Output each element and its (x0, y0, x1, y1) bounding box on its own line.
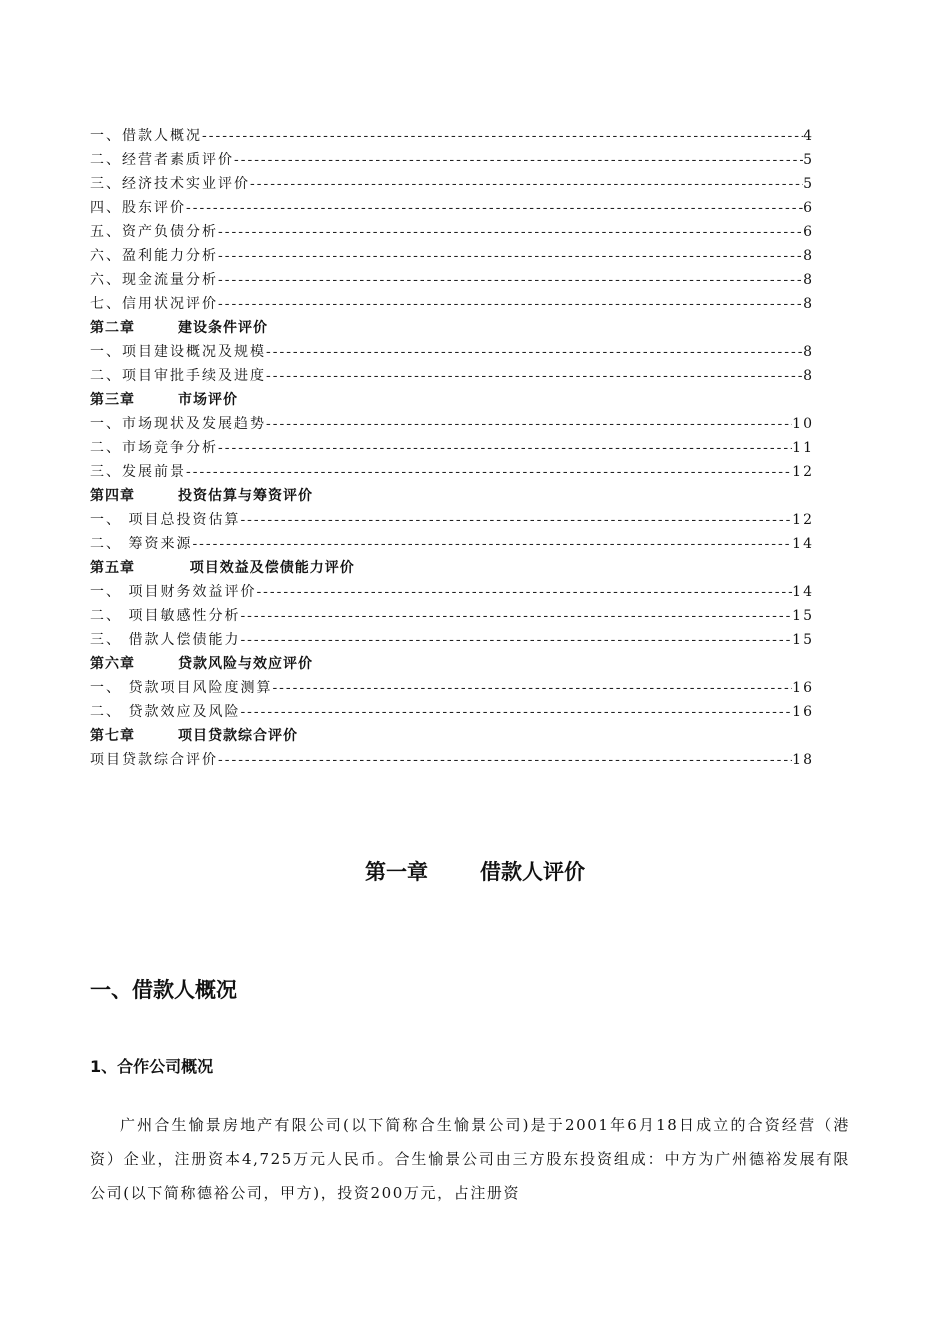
toc-chapter-number: 第七章 (90, 728, 135, 744)
toc-dot-leader (218, 244, 803, 268)
toc-entry (90, 340, 814, 364)
toc-dot-leader (256, 580, 792, 604)
toc-dot-leader (240, 700, 792, 724)
section-heading: 一、借款人概况 (90, 978, 237, 1002)
toc-page-number: 11 (792, 440, 814, 456)
toc-page-number: 8 (803, 296, 814, 312)
toc-entry (90, 244, 814, 268)
toc-dot-leader (266, 340, 803, 364)
toc-dot-leader (218, 748, 792, 772)
toc-page-number: 15 (792, 608, 814, 624)
table-of-contents (90, 124, 814, 772)
toc-dot-leader (266, 364, 803, 388)
toc-entry-label: 二、 贷款效应及风险 (90, 704, 241, 720)
toc-chapter-title: 投资估算与筹资评价 (178, 488, 313, 504)
toc-entry-label: 六、现金流量分析 (90, 272, 218, 288)
toc-page-number: 12 (792, 512, 814, 528)
toc-entry-label: 一、 贷款项目风险度测算 (90, 680, 273, 696)
toc-page-number: 16 (792, 704, 814, 720)
toc-page-number: 8 (803, 248, 814, 264)
toc-dot-leader (186, 460, 792, 484)
toc-chapter-number: 第四章 (90, 488, 135, 504)
chapter-number: 第一章 (365, 860, 428, 884)
toc-dot-leader (218, 220, 803, 244)
toc-entry-label: 一、 项目财务效益评价 (90, 584, 257, 600)
toc-dot-leader (186, 196, 803, 220)
toc-entry-label: 一、 项目总投资估算 (90, 512, 241, 528)
toc-dot-leader (234, 148, 803, 172)
toc-page-number: 8 (803, 368, 814, 384)
toc-entry-label: 三、经济技术实业评价 (90, 176, 250, 192)
toc-entry-label: 一、项目建设概况及规模 (90, 344, 266, 360)
toc-page-number: 16 (792, 680, 814, 696)
toc-dot-leader (218, 292, 803, 316)
toc-dot-leader (192, 532, 792, 556)
toc-dot-leader (272, 676, 792, 700)
toc-dot-leader (202, 124, 803, 148)
chapter-heading (0, 856, 950, 886)
toc-chapter-number: 第三章 (90, 392, 135, 408)
toc-page-number: 4 (803, 128, 814, 144)
toc-entry (90, 220, 814, 244)
toc-chapter-title: 建设条件评价 (178, 320, 268, 336)
toc-entry-label: 五、资产负债分析 (90, 224, 218, 240)
toc-entry (90, 508, 814, 532)
toc-entry (90, 436, 814, 460)
toc-page-number: 18 (792, 752, 814, 768)
toc-entry-label: 二、 筹资来源 (90, 536, 193, 552)
toc-chapter-heading (90, 724, 814, 748)
toc-entry (90, 412, 814, 436)
toc-dot-leader (250, 172, 803, 196)
toc-entry-label: 二、 项目敏感性分析 (90, 608, 241, 624)
toc-entry (90, 292, 814, 316)
toc-chapter-number: 第六章 (90, 656, 135, 672)
toc-entry-label: 二、经营者素质评价 (90, 152, 234, 168)
toc-dot-leader (266, 412, 792, 436)
toc-page-number: 12 (792, 464, 814, 480)
toc-chapter-title: 贷款风险与效应评价 (178, 656, 313, 672)
toc-chapter-number: 第五章 (90, 560, 135, 576)
toc-entry (90, 604, 814, 628)
toc-entry (90, 364, 814, 388)
toc-entry (90, 172, 814, 196)
toc-entry (90, 700, 814, 724)
toc-entry-label: 一、借款人概况 (90, 128, 202, 144)
toc-entry (90, 676, 814, 700)
toc-entry-label: 二、市场竞争分析 (90, 440, 218, 456)
subsection-heading: 1、合作公司概况 (90, 1057, 214, 1076)
toc-entry (90, 124, 814, 148)
toc-chapter-number: 第二章 (90, 320, 135, 336)
toc-page-number: 6 (803, 224, 814, 240)
toc-chapter-heading (90, 316, 814, 340)
toc-entry-label: 三、 借款人偿债能力 (90, 632, 241, 648)
toc-page-number: 14 (792, 536, 814, 552)
toc-dot-leader (240, 508, 792, 532)
toc-chapter-title: 项目效益及偿债能力评价 (178, 560, 355, 576)
toc-entry-label: 项目贷款综合评价 (90, 752, 218, 768)
toc-entry-label: 二、项目审批手续及进度 (90, 368, 266, 384)
toc-page-number: 15 (792, 632, 814, 648)
toc-entry-label: 七、信用状况评价 (90, 296, 218, 312)
toc-page-number: 14 (792, 584, 814, 600)
toc-entry (90, 628, 814, 652)
toc-chapter-heading (90, 484, 814, 508)
toc-dot-leader (218, 436, 792, 460)
toc-entry (90, 580, 814, 604)
toc-chapter-heading (90, 388, 814, 412)
toc-page-number: 10 (792, 416, 814, 432)
toc-page-number: 8 (803, 344, 814, 360)
body-paragraph: 广州合生愉景房地产有限公司(以下简称合生愉景公司)是于2001年6月18日成立的合资经营（港资）企业，注册资本4,725万元人民币。合生愉景公司由三方股东投资组成：中方为广州德裕发展有限公司(以下简称德裕公司，甲方)，投资200万元，占注册资 (90, 1116, 850, 1202)
toc-entry (90, 532, 814, 556)
toc-chapter-heading (90, 652, 814, 676)
toc-chapter-title: 市场评价 (178, 392, 238, 408)
toc-entry (90, 268, 814, 292)
toc-entry (90, 460, 814, 484)
toc-entry-label: 六、盈利能力分析 (90, 248, 218, 264)
toc-page-number: 8 (803, 272, 814, 288)
toc-page-number: 5 (803, 152, 814, 168)
toc-chapter-heading (90, 556, 814, 580)
toc-entry (90, 148, 814, 172)
toc-entry-label: 一、市场现状及发展趋势 (90, 416, 266, 432)
toc-dot-leader (218, 268, 803, 292)
toc-chapter-title: 项目贷款综合评价 (178, 728, 298, 744)
toc-entry-label: 三、发展前景 (90, 464, 186, 480)
toc-page-number: 6 (803, 200, 814, 216)
toc-dot-leader (240, 628, 792, 652)
toc-page-number: 5 (803, 176, 814, 192)
toc-entry-label: 四、股东评价 (90, 200, 186, 216)
toc-entry (90, 196, 814, 220)
toc-entry (90, 748, 814, 772)
toc-dot-leader (240, 604, 792, 628)
chapter-title-text: 借款人评价 (480, 860, 585, 884)
